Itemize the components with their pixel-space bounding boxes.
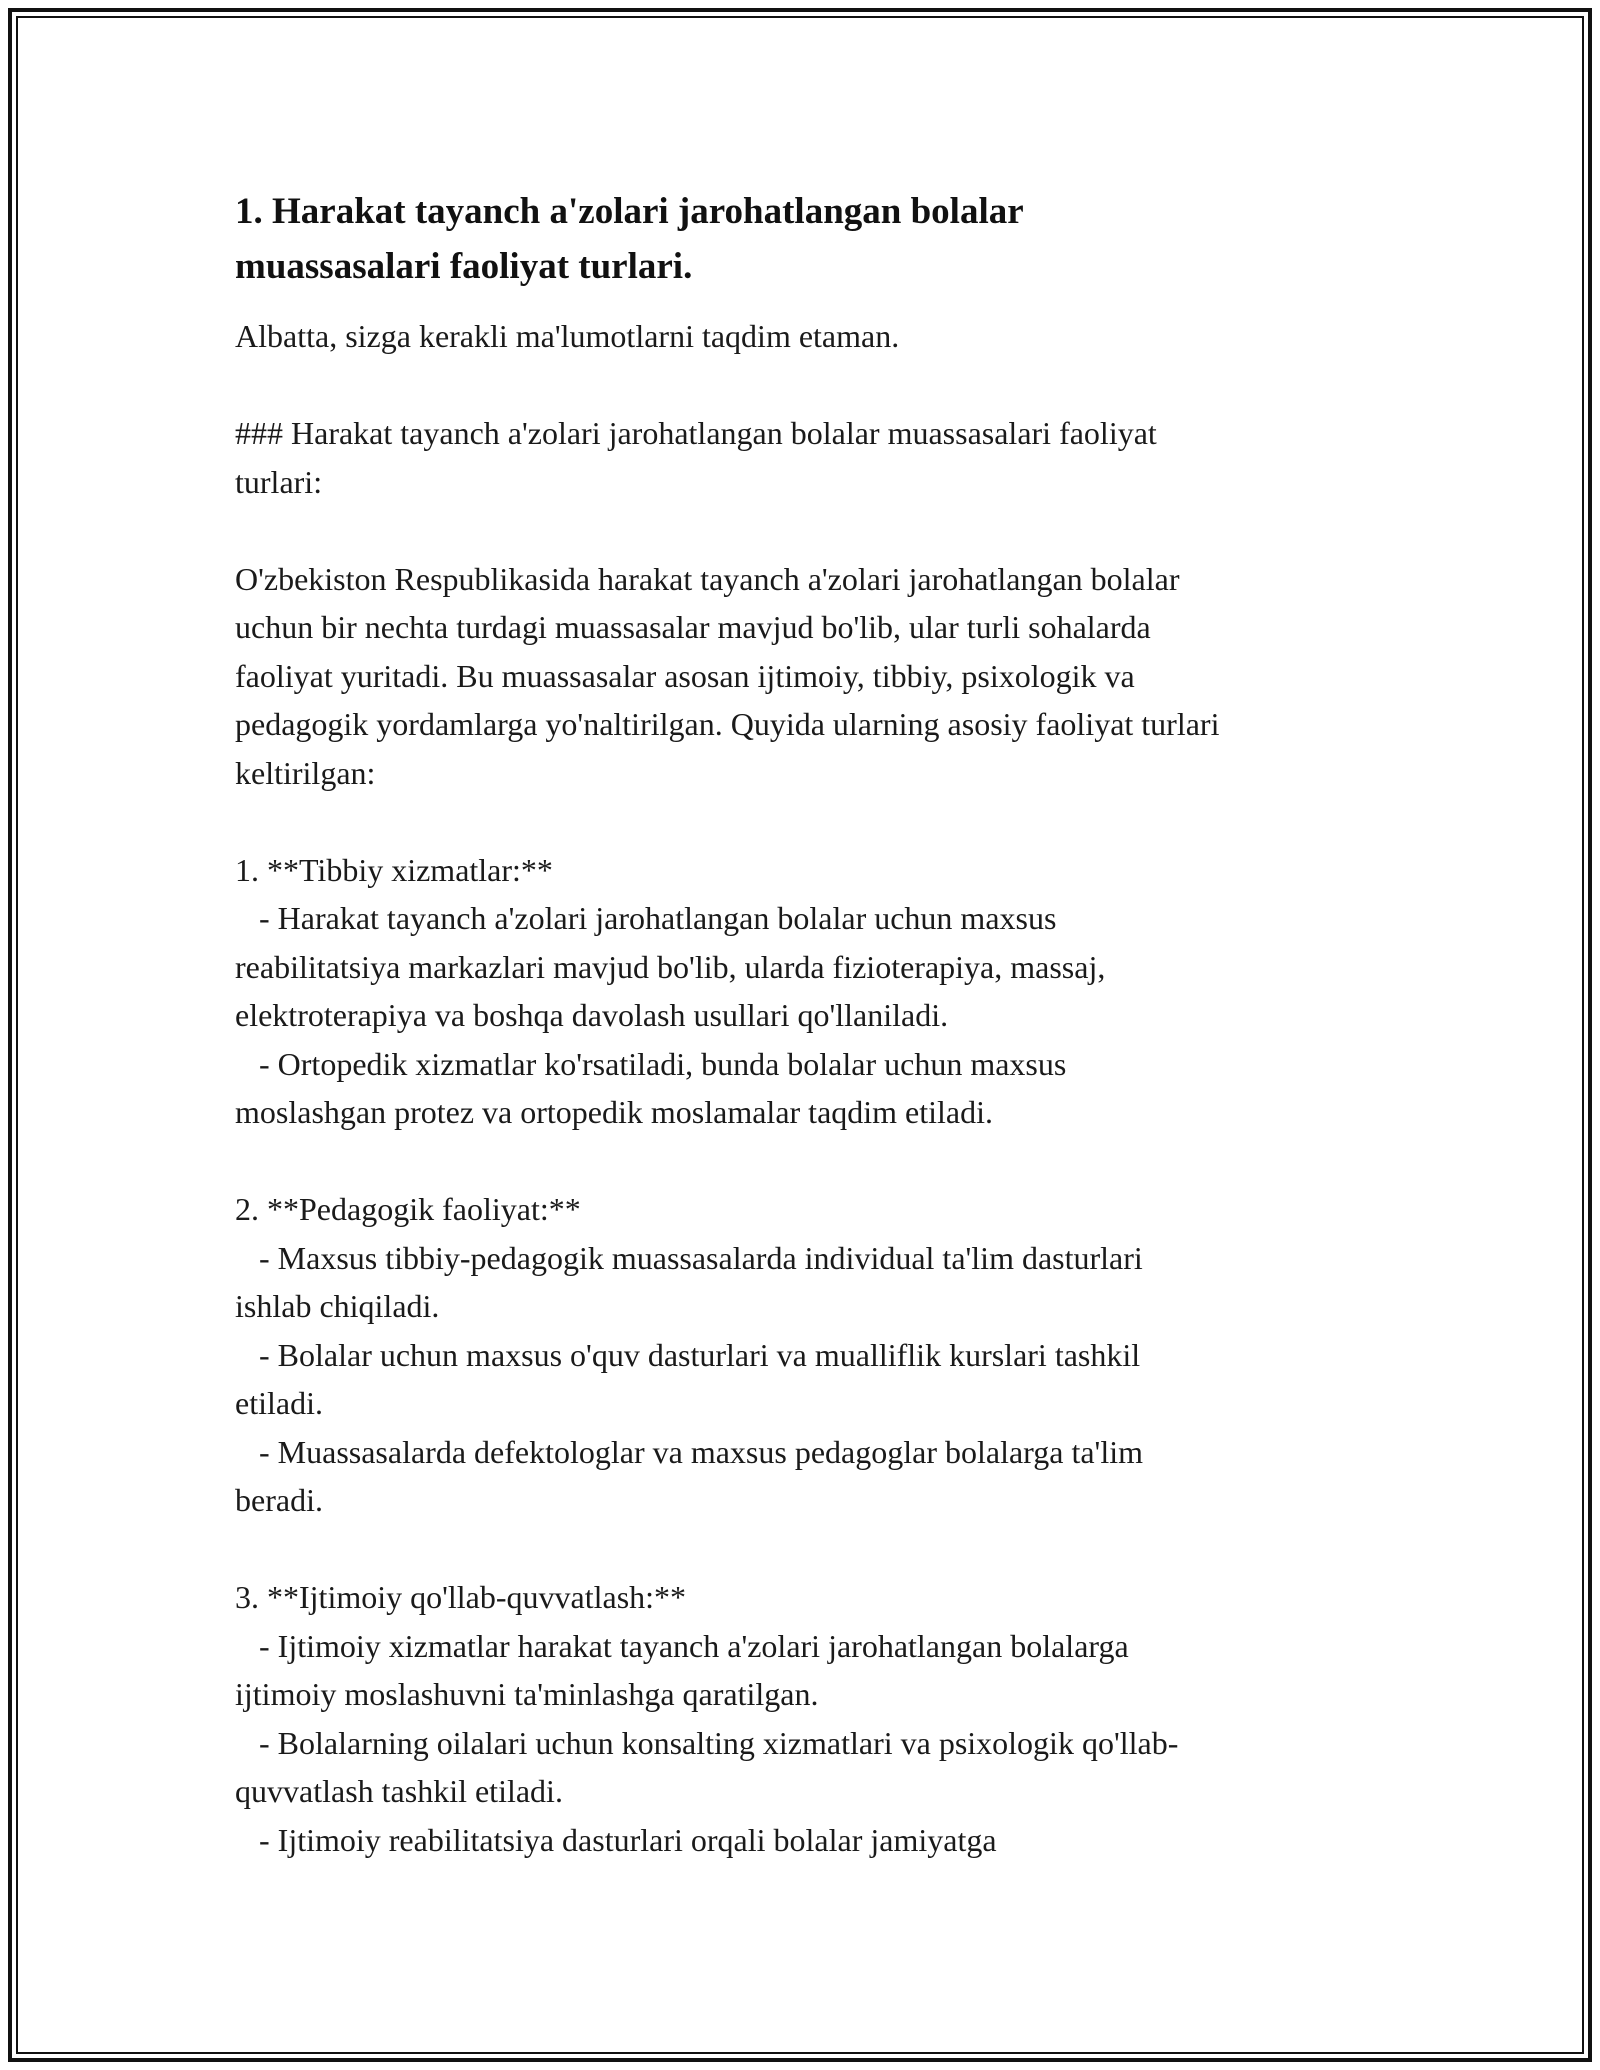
document-body: Albatta, sizga kerakli ma'lumotlarni taqdim etaman. ### Harakat tayanch a'zolari jarohatlangan bolalar muassasalari faoliyat turlari: O'zbekiston Respublikasida harakat tayanch a'zolari jarohatlangan bolalar uchun bir nechta turdagi muassasalar mavjud bo'lib, ular turli sohalarda faoliyat yuritadi. Bu muassasalar asosan ijtimoiy, tibbiy, psixologik va pedagogik yordamlarga yo'naltirilgan. Quyida ularning asosiy faoliyat turlari keltirilgan: 1. **Tibbiy xizmatlar:** - Harakat tayanch a'zolari jarohatlangan bolalar uchun maxsus reabilitatsiya markazlari mavjud bo'lib, ularda fizioterapiya, massaj, elektroterapiya va boshqa davolash usullari qo'llaniladi. - Ortopedik xizmatlar ko'rsatiladi, bunda bolalar uchun maxsus moslashgan protez va ortopedik moslamalar taqdim etiladi. 2. **Pedagogik faoliyat:** - Maxsus tibbiy-pedagogik muassasalarda individual ta'lim dasturlari ishlab chiqiladi. - Bolalar uchun maxsus o'quv dasturlari va mualliflik kurslari tashkil etiladi. - Muassasalarda defektologlar va maxsus pedagoglar bolalarga ta'lim beradi. 3. **Ijtimoiy qo'llab-quvvatlash:** - Ijtimoiy xizmatlar harakat tayanch a'zolari jarohatlangan bolalarga ijtimoiy moslashuvni ta'minlashga qaratilgan. - Bolalarning oilalari uchun konsalting xizmatlari va psixologik qo'llab- quvvatlash tashkil etiladi. - Ijtimoiy reabilitatsiya dasturlari orqali bolalar jamiyatga	[235, 318, 1220, 1858]
document-content	[235, 184, 1395, 1864]
document-title: 1. Harakat tayanch a'zolari jarohatlangan bolalar muassasalari faoliyat turlari.	[235, 191, 1023, 287]
